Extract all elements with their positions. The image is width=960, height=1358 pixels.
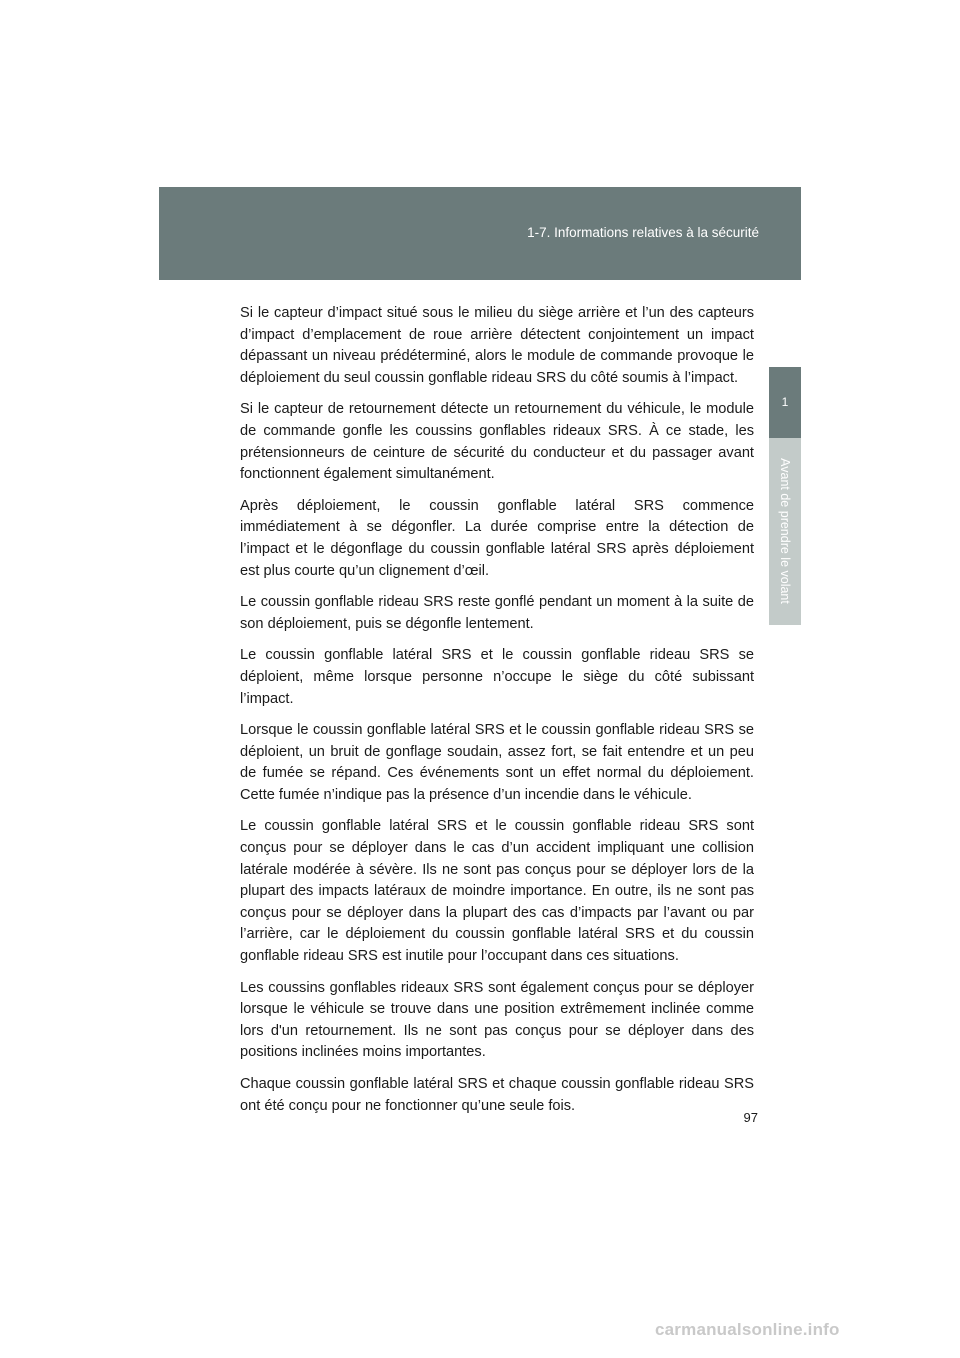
chapter-tab: [769, 367, 801, 438]
paragraph: Si le capteur d’impact situé sous le milieu du siège arrière et l’un des capteurs d’impact d’emplacement de roue arrière détectent conjointement un impact dépassant un niveau prédéterminé, alors le module de commande provoque le déploiement du seul coussin gonflable rideau SRS du côté soumis à l’impact.: [240, 305, 754, 386]
paragraph: Le coussin gonflable rideau SRS reste gonflé pendant un moment à la suite de son déploiement, puis se dégonfle lentement.: [240, 594, 754, 632]
paragraph: Si le capteur de retournement détecte un retournement du véhicule, le module de commande gonfle les coussins gonflables rideaux SRS. À ce stade, les prétensionneurs de ceinture de sécurité du conducteur et du passager avant fonctionnent également simultanément.: [240, 401, 754, 483]
section-title: 1-7. Informations relatives à la sécurité: [527, 225, 759, 240]
paragraph: Après déploiement, le coussin gonflable latéral SRS commence immédiatement à se dégonfler. La durée comprise entre la détection de l’impact et le dégonflage du coussin gonflable latéral SRS après déploiement est plus courte qu’un clignement d’œil.: [240, 497, 754, 579]
chapter-label: Avant de prendre le volant: [778, 458, 792, 604]
page-number: 97: [743, 1110, 758, 1125]
chapter-label-tab: [769, 438, 801, 625]
paragraph: Le coussin gonflable latéral SRS et le coussin gonflable rideau SRS se déploient, même lorsque personne n’occupe le siège du côté subissant l’impact.: [240, 647, 754, 707]
chapter-number: 1: [781, 395, 789, 409]
paragraph: Les coussins gonflables rideaux SRS sont également conçus pour se déployer lorsque le véhicule se trouve dans une position extrêmement inclinée comme lors d'un retournement. Ils ne sont pas conçus pour se déployer dans des positions inclinées moins importantes.: [240, 979, 754, 1061]
paragraph: Lorsque le coussin gonflable latéral SRS et le coussin gonflable rideau SRS se déploient, un bruit de gonflage soudain, assez fort, se fait entendre et un peu de fumée se répand. Ces événements sont un effet normal du déploiement. Cette fumée n’indique pas la présence d’un incendie dans le véhicule.: [240, 722, 754, 803]
paragraph: Chaque coussin gonflable latéral SRS et chaque coussin gonflable rideau SRS ont été conçu pour ne fonctionner qu’une seule fois.: [240, 1076, 754, 1114]
header-band: [159, 187, 801, 280]
watermark: carmanualsonline.info: [655, 1320, 840, 1339]
paragraph: Le coussin gonflable latéral SRS et le coussin gonflable rideau SRS sont conçus pour se déployer dans le cas d’un accident impliquant une collision latérale modérée à sévère. Ils ne sont pas conçus pour se déployer lors de la plupart des impacts latéraux de moindre importance. En outre, ils ne sont pas conçus pour se déployer dans la plupart des cas d’impacts par l’avant ou par l’arrière, car le déploiement du coussin gonflable latéral SRS et du coussin gonflable rideau SRS est inutile pour l’occupant dans ces situations.: [240, 818, 754, 965]
body-text: [240, 303, 754, 1127]
